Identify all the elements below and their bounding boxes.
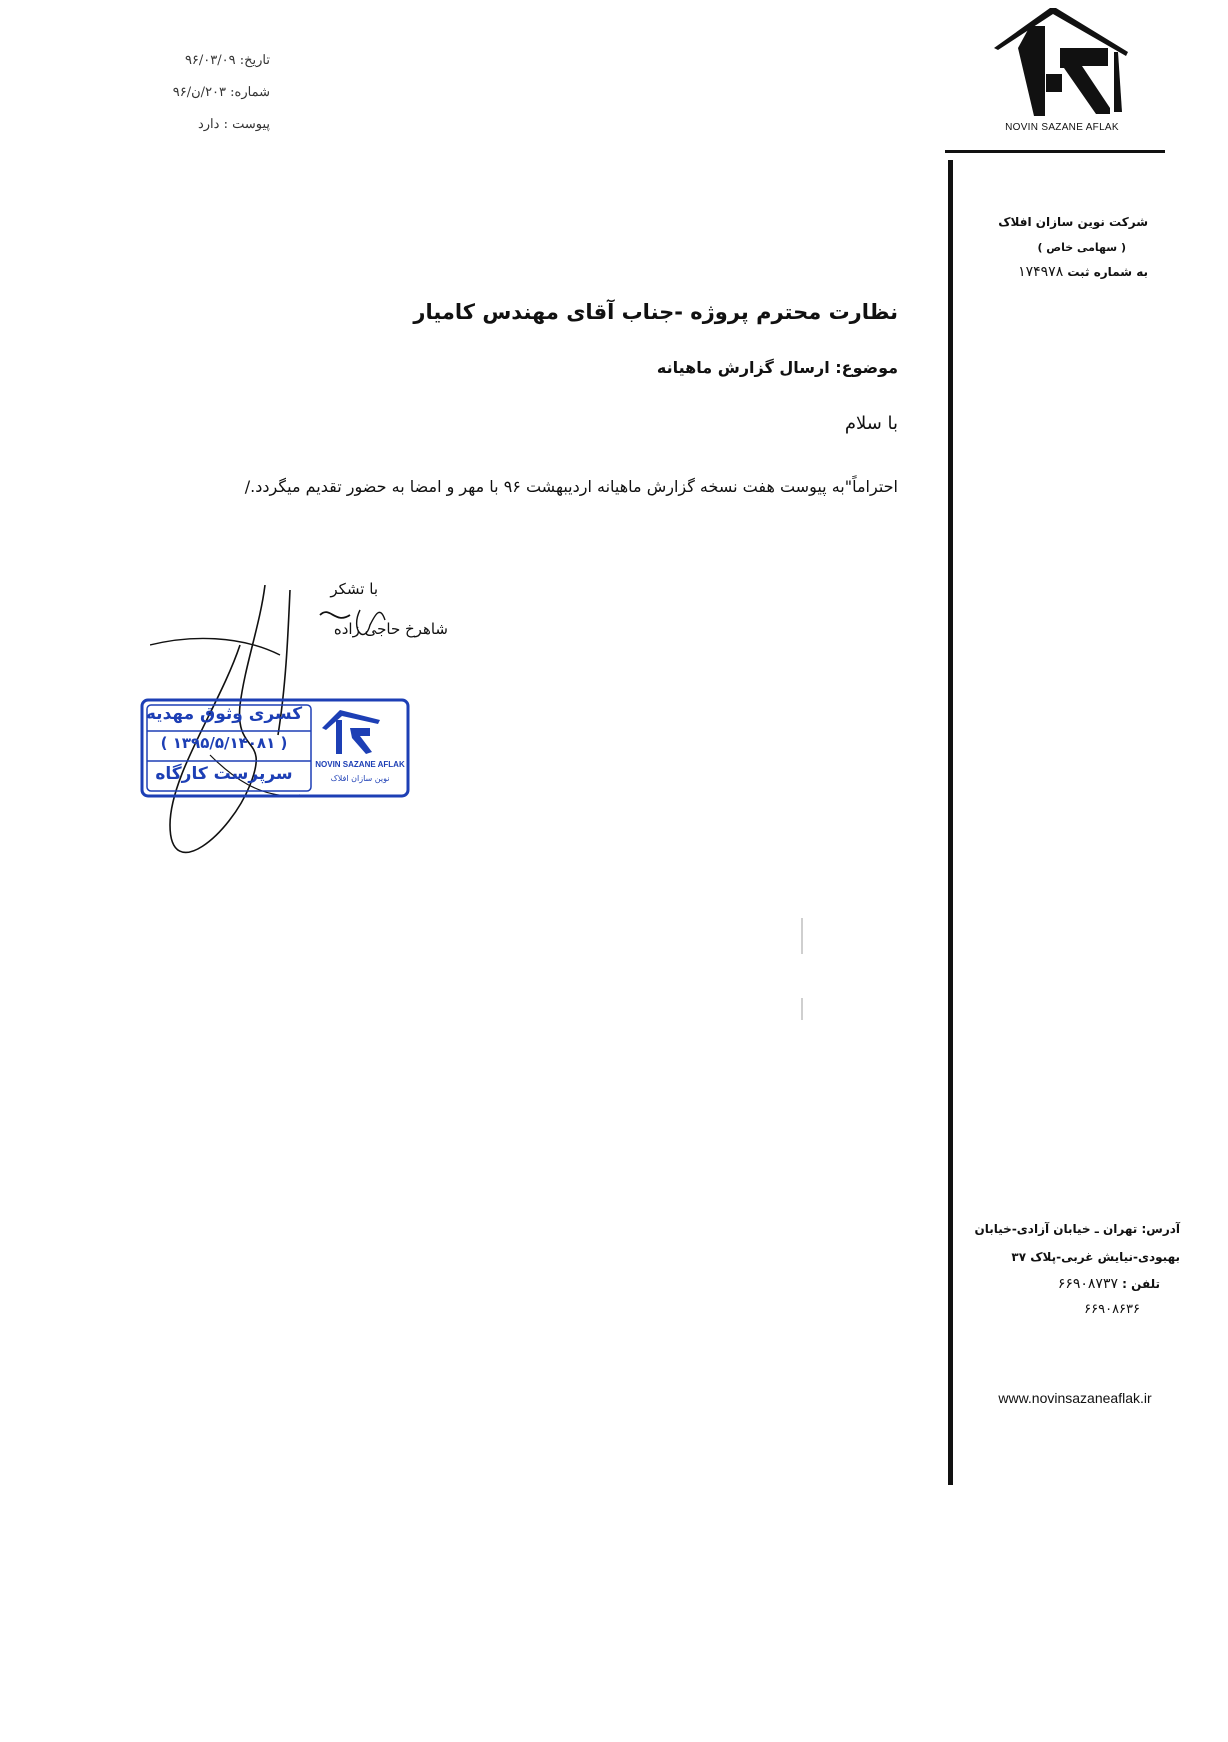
company-info <box>948 215 1148 280</box>
website-link: www.novinsazaneaflak.ir <box>998 1390 1152 1406</box>
subject: موضوع: ارسال گزارش ماهیانه <box>656 358 898 377</box>
registration-label: به شماره ثبت <box>1067 265 1148 279</box>
phone-number: ۶۶۹۰۸۷۳۷ <box>1057 1276 1118 1292</box>
signer-name: شاهرخ حاجی زاده <box>333 620 448 638</box>
address-line-2: بهبودی-نیایش غربی-پلاک ۳۷ <box>1011 1250 1180 1264</box>
scan-artifact <box>801 918 803 954</box>
stamp-license-number: ( ۱۳۹۵/۵/۱۴۰۸۱ ) <box>160 734 288 752</box>
letter-meta <box>120 45 270 141</box>
registration <box>948 264 1148 280</box>
body-paragraph: احتراماً"به پیوست هفت نسخه گزارش ماهیانه اردیبهشت ۹۶ با مهر و امضا به حضور تقدیم میگردد./ <box>244 477 898 496</box>
logo-caption: NOVIN SAZANE AFLAK <box>1005 122 1119 133</box>
company-address <box>950 1222 1180 1317</box>
address-line-1: آدرس: تهران ـ خیابان آزادی-خیابان <box>974 1222 1180 1236</box>
greeting: با سلام <box>844 413 898 434</box>
fax-number: ۶۶۹۰۸۶۳۶ <box>1084 1302 1140 1317</box>
letter-number: شماره: ۲۰۳/ن/۹۶ <box>172 85 270 100</box>
official-stamp <box>140 698 410 798</box>
stamp-role: سرپرست کارگاه <box>155 764 293 784</box>
recipient: نظارت محترم پروژه -جناب آقای مهندس کامیار <box>413 300 898 324</box>
fax <box>950 1302 1140 1317</box>
company-type: ( سهامی خاص ) <box>1037 241 1126 254</box>
scan-artifact <box>801 998 803 1020</box>
phone <box>950 1276 1160 1292</box>
stamp-brand-fa: نوین سازان افلاک <box>330 774 390 783</box>
letter-date: تاریخ: ۹۶/۰۳/۰۹ <box>184 53 270 68</box>
letter-attachment: پیوست : دارد <box>197 117 270 132</box>
company-name: شرکت نوین سازان افلاک <box>998 215 1148 229</box>
stamp-holder-name: کسری وثوق مهدیه <box>145 704 303 724</box>
registration-number: ۱۷۴۹۷۸ <box>1018 264 1064 280</box>
stamp-brand: NOVIN SAZANE AFLAK <box>315 760 405 769</box>
header-rule <box>945 150 1165 153</box>
company-logo-icon <box>990 8 1130 118</box>
closing: با تشکر <box>330 580 378 598</box>
phone-label: تلفن : <box>1122 1277 1160 1291</box>
